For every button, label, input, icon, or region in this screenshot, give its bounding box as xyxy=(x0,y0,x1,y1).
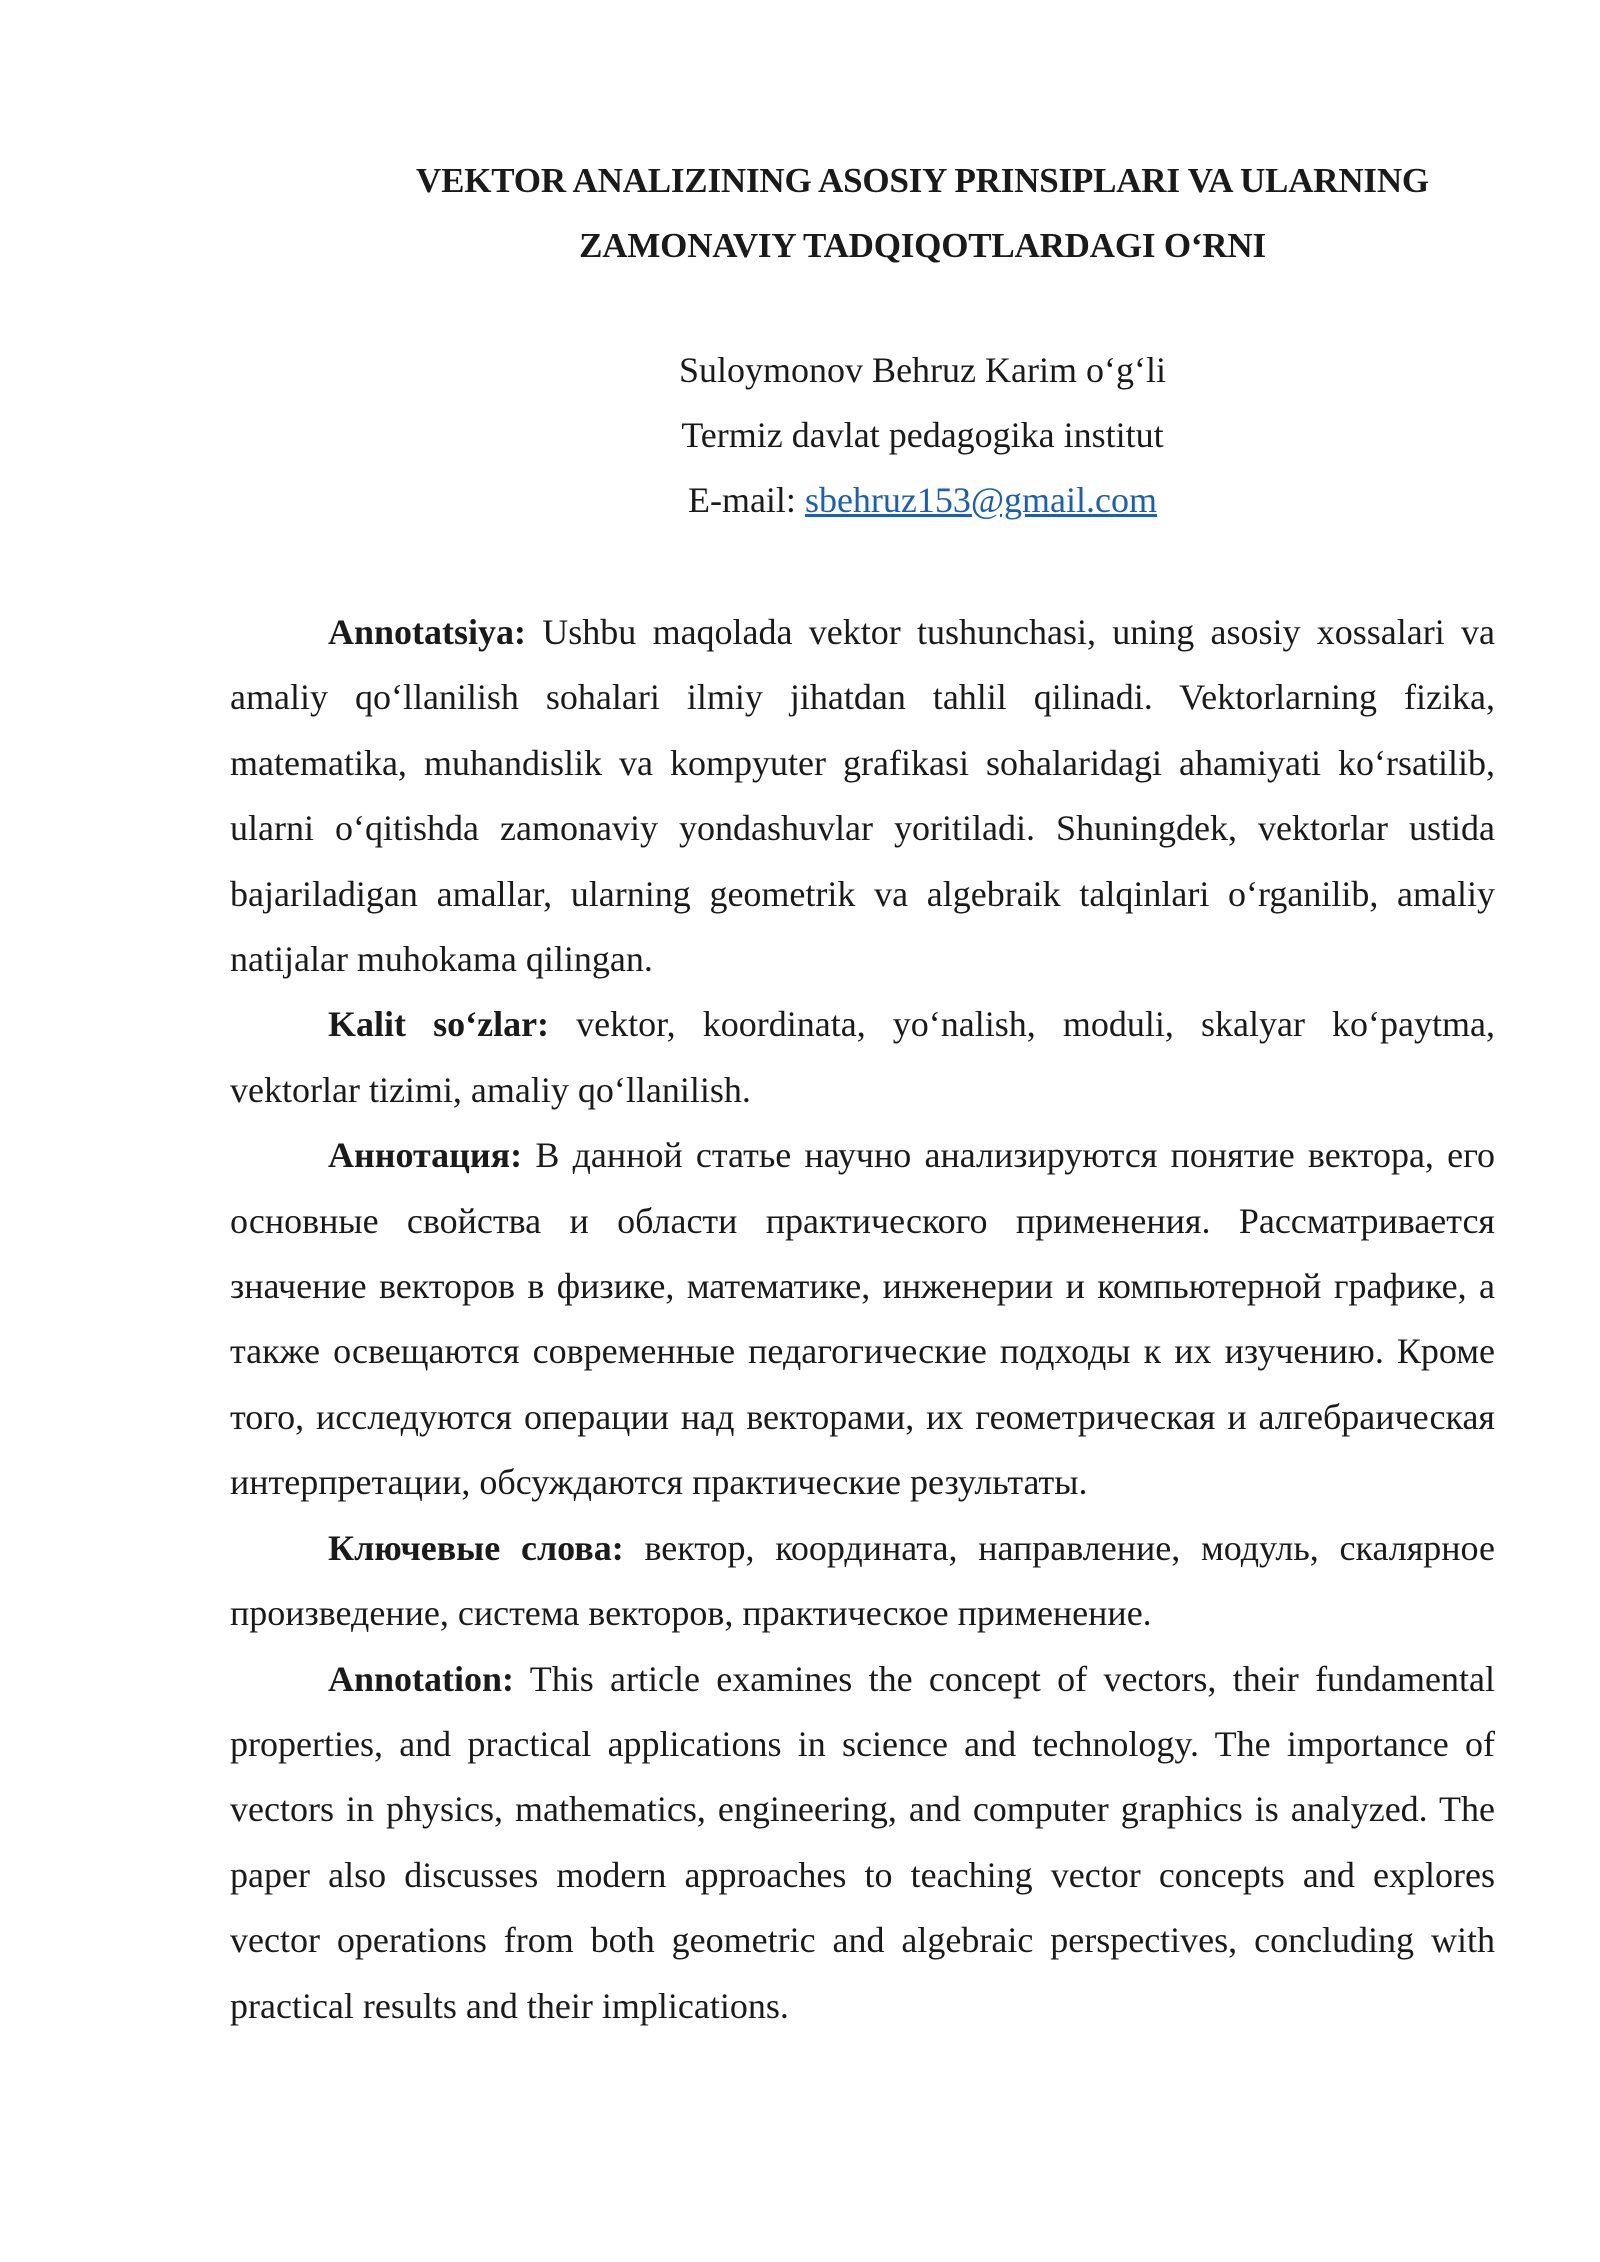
klyuchevye-slova-paragraph xyxy=(230,1516,1495,1647)
email-link[interactable]: sbehruz153@gmail.com xyxy=(804,480,1158,520)
abstract-body xyxy=(230,600,1495,2039)
annotatsiya-label: Annotatsiya: xyxy=(328,612,527,652)
author-name: Suloymonov Behruz Karim o‘g‘li xyxy=(679,350,1166,390)
annotation-text: This article examines the concept of vectors, their fundamental properties, and practical applications in science and technology. The importance of vectors in physics, mathematics, engineering, and computer graphics is analyzed. The paper also discusses modern approaches to teaching vector concepts and explores vector operations from both geometric and algebraic perspectives, concluding with practical results and their implications. xyxy=(230,1658,1495,2026)
article-title xyxy=(290,148,1555,278)
title-line-1: VEKTOR ANALIZINING ASOSIY PRINSIPLARI VA ULARNING xyxy=(416,161,1429,200)
kalit-sozlar-paragraph xyxy=(230,992,1495,1123)
title-line-2: ZAMONAVIY TADQIQOTLARDAGI O‘RNI xyxy=(579,226,1266,265)
author-institution: Termiz davlat pedagogika institut xyxy=(681,415,1164,455)
author-block xyxy=(290,338,1555,533)
klyuchevye-slova-label: Ключевые слова: xyxy=(328,1527,624,1568)
annotation-label: Annotation: xyxy=(328,1658,515,1699)
annotatsiya-text: Ushbu maqolada vektor tushunchasi, uning asosiy xossalari va amaliy qo‘llanilish sohalari ilmiy jihatdan tahlil qilinadi. Vektorlarning fizika, matematika, muhandislik va kompyuter grafikasi sohalaridagi ahamiyati ko‘rsatilib, ularni o‘qitishda zamonaviy yondashuvlar yoritiladi. Shuningdek, vektorlar ustida bajariladigan amallar, ularning geometrik va algebraik talqinlari o‘rganilib, amaliy natijalar muhokama qilingan. xyxy=(230,612,1495,980)
annotacia-label: Аннотация: xyxy=(328,1135,523,1176)
annotatsiya-paragraph xyxy=(230,600,1495,992)
annotacia-text: В данной статье научно анализируются понятие вектора, его основные свойства и области практического применения. Рассматривается значение векторов в физике, математике, инженерии и компьютерной графике, а также освещаются современные педагогические подходы к их изучению. Кроме того, исследуются операции над векторами, их геометрическая и алгебраическая интерпретации, обсуждаются практические результаты. xyxy=(230,1135,1495,1503)
kalit-sozlar-label: Kalit so‘zlar: xyxy=(328,1004,550,1045)
author-email-line xyxy=(290,468,1555,533)
kalit-sozlar-text: vektor, koordinata, yo‘nalish, moduli, skalyar ko‘paytma, vektorlar tizimi, amaliy qo‘llanilish. xyxy=(230,1004,1495,1110)
annotation-paragraph xyxy=(230,1647,1495,2039)
klyuchevye-slova-text: вектор, координата, направление, модуль, скалярное произведение, система векторов, практическое применение. xyxy=(230,1527,1495,1634)
email-label: E-mail: xyxy=(687,480,805,520)
annotacia-paragraph xyxy=(230,1123,1495,1515)
